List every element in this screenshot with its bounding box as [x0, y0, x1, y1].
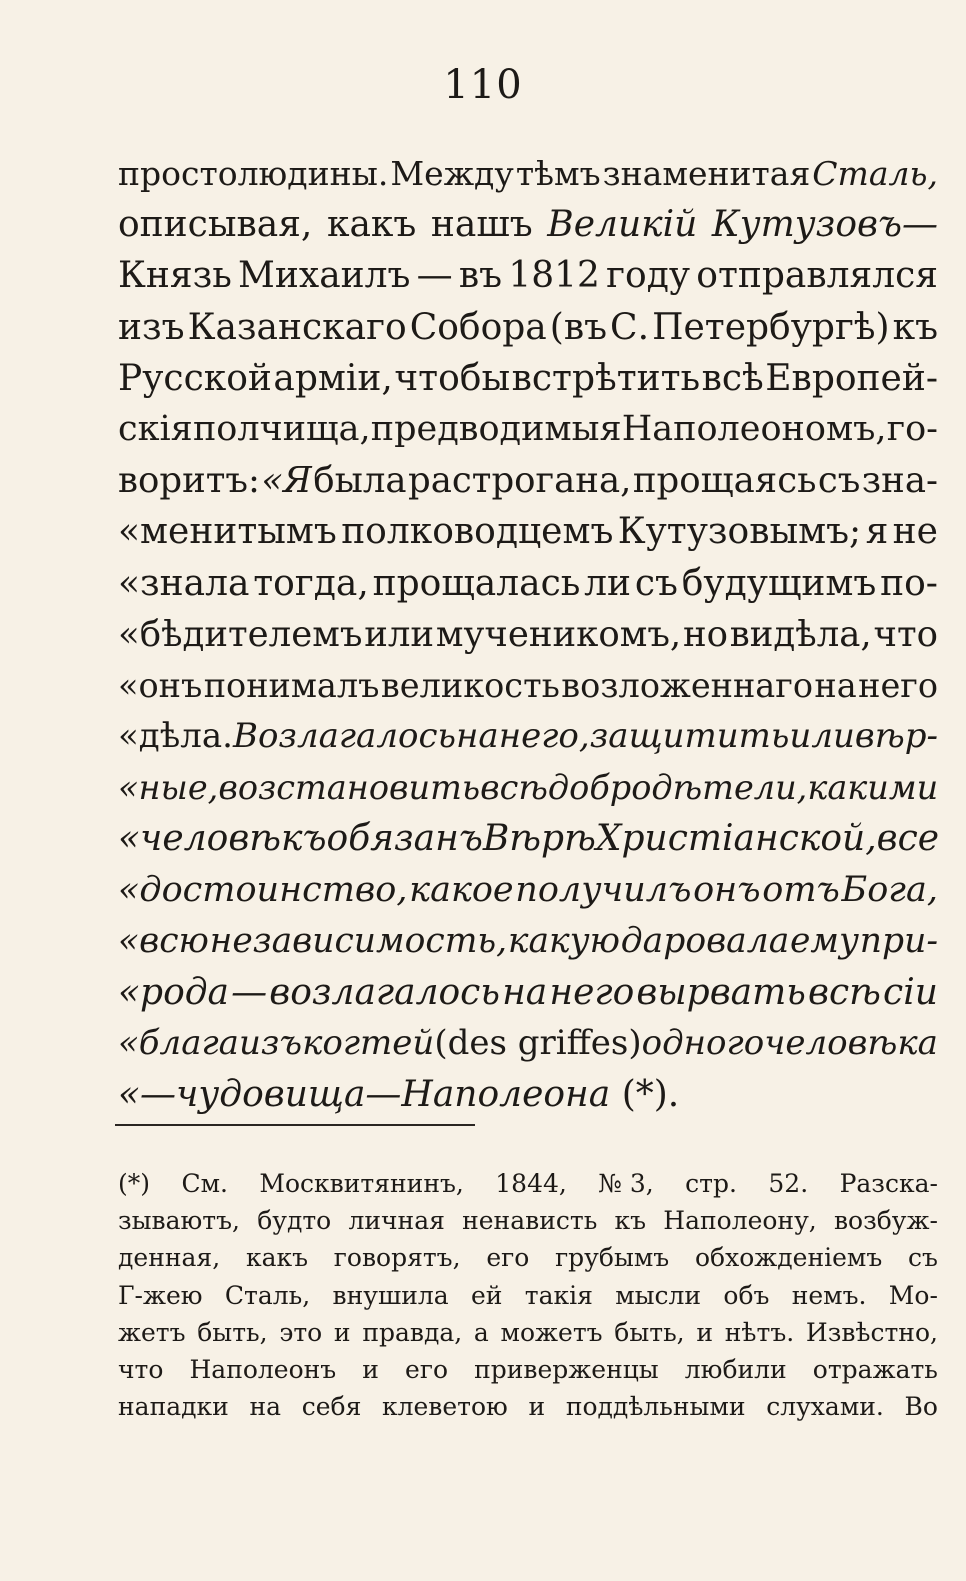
footnote-word: и	[696, 1317, 714, 1347]
text-line	[118, 609, 938, 660]
footnote-word: къ	[614, 1206, 647, 1236]
footnote-word: грубымъ	[555, 1243, 670, 1273]
word: на	[814, 665, 857, 705]
footnote-line	[118, 1239, 938, 1276]
word: «менитымъ	[118, 511, 337, 553]
footnote-word: Москвитянинъ,	[259, 1169, 464, 1198]
word: «человѣкъ	[118, 818, 327, 860]
footnote-word: Сталь,	[224, 1280, 311, 1310]
word: описывая,	[118, 204, 313, 246]
footnote-word: будто	[257, 1206, 332, 1236]
word: всѣ	[701, 357, 764, 399]
word: (des griffes)	[434, 1023, 642, 1064]
word: какое	[409, 869, 514, 910]
word: на	[456, 716, 499, 757]
footnote-line	[118, 1314, 938, 1351]
text-line	[118, 506, 938, 557]
word: къ	[892, 306, 938, 348]
word: онъ	[693, 869, 761, 910]
word: «ные,	[118, 768, 219, 808]
text-line	[118, 916, 938, 967]
text-line	[118, 1018, 938, 1069]
footnote-word: Разска-	[839, 1169, 938, 1198]
word: или	[789, 716, 855, 757]
word: или	[364, 613, 435, 655]
footnote-line	[118, 1351, 938, 1388]
text-line	[118, 404, 938, 455]
footnote-word: 1844,	[495, 1169, 567, 1198]
footnote-word: на	[249, 1392, 282, 1422]
word: защитить	[589, 716, 790, 757]
word: тѣмъ	[515, 154, 601, 193]
word: Великій	[547, 204, 698, 246]
word: прощалась	[372, 562, 581, 604]
word: го-	[886, 408, 938, 449]
word: —	[416, 255, 453, 297]
word: я	[865, 511, 889, 553]
footnote-word: приверженцы	[474, 1354, 659, 1384]
footnote-word: мысли	[615, 1280, 702, 1310]
word: понималъ	[203, 665, 380, 705]
word: простолюдины.	[118, 154, 389, 193]
footnote-word: См.	[181, 1169, 228, 1198]
word: какими	[807, 768, 939, 808]
footnote-word: возбуж-	[833, 1206, 938, 1236]
word: не	[892, 511, 938, 553]
word: Европей-	[765, 357, 938, 399]
footnote-word: какъ	[245, 1243, 308, 1273]
text-line	[118, 1069, 938, 1120]
word: какую	[507, 920, 621, 961]
word: —	[231, 972, 268, 1013]
footnote-word: Наполеону,	[663, 1206, 817, 1236]
word: Князь	[118, 255, 232, 297]
word: человѣка	[764, 1023, 938, 1064]
word: Между	[390, 154, 514, 193]
word: полководцемъ	[341, 511, 614, 553]
footnote-word: можетъ	[500, 1317, 603, 1347]
footnote-word: Извѣстно,	[805, 1317, 938, 1347]
word: при-	[859, 920, 938, 961]
text-line	[118, 967, 938, 1018]
word: «всю	[118, 920, 209, 961]
word: Кутузовымъ;	[617, 511, 862, 553]
word: видѣла,	[729, 613, 872, 655]
word: «рода	[118, 972, 230, 1013]
word: всѣ	[480, 768, 548, 808]
footnote-word: нападки	[118, 1392, 229, 1422]
footnote-word: № 3,	[598, 1169, 654, 1198]
word: году	[606, 255, 691, 297]
text-line	[118, 199, 938, 250]
word: «—чудовища—Наполеона	[118, 1074, 611, 1116]
word: встрѣтить	[511, 357, 701, 399]
word: Сталь,	[812, 154, 938, 193]
word: него	[858, 665, 938, 705]
footnote-word: внушила	[332, 1280, 449, 1310]
text-line	[118, 865, 938, 916]
word: Казанскаго	[187, 306, 407, 348]
word: него,	[498, 716, 590, 757]
word: С.	[610, 306, 650, 348]
footnote-word: зываютъ,	[118, 1206, 240, 1236]
word: тогда,	[253, 562, 369, 604]
word: предводимыя	[370, 408, 622, 449]
word: изъ	[238, 1023, 303, 1064]
word: ему	[790, 920, 860, 961]
text-line	[118, 302, 938, 353]
word: сіи	[883, 972, 938, 1013]
word: отъ	[762, 869, 840, 910]
word: когтей	[302, 1023, 435, 1064]
word: чтобы	[394, 357, 511, 399]
footnote-word: объ	[723, 1280, 770, 1310]
word: возстановить	[218, 768, 481, 808]
word: нашъ	[430, 204, 533, 246]
word: по-	[880, 562, 938, 604]
footnote-word: это	[279, 1317, 323, 1347]
word: мученикомъ,	[435, 613, 682, 655]
text-line	[118, 455, 938, 506]
word: Петербургѣ)	[652, 306, 890, 348]
text-line	[118, 660, 938, 711]
word: вырвать	[636, 972, 806, 1013]
footnote-word: съ	[908, 1243, 938, 1273]
footnote-word: немъ.	[791, 1280, 867, 1310]
word: одного	[641, 1023, 765, 1064]
word: отправлялся	[696, 255, 938, 297]
word: Вѣрѣ	[482, 818, 596, 860]
word: арміи,	[273, 357, 393, 399]
footnote-word: Наполеонъ	[189, 1354, 337, 1384]
footnote-word: и	[362, 1354, 379, 1384]
word: «Я	[261, 460, 312, 502]
text-line	[118, 250, 938, 301]
word: съ	[817, 460, 861, 502]
footnote-line	[118, 1165, 938, 1202]
footnote-word: (*)	[118, 1169, 151, 1198]
word: Русской	[118, 357, 272, 399]
footnote-word: его	[486, 1243, 530, 1273]
word: Михаилъ	[238, 255, 411, 297]
word: (въ	[549, 306, 608, 348]
word: прощаясь	[632, 460, 817, 502]
footnote-line	[118, 1388, 938, 1425]
word: Христіанской,	[595, 818, 877, 860]
footnote-divider	[115, 1124, 475, 1126]
text-line	[118, 813, 938, 864]
word: «блага	[118, 1023, 239, 1064]
footnote-line	[118, 1277, 938, 1314]
footnote-word: Мо-	[888, 1280, 938, 1310]
word: великость	[380, 665, 560, 705]
word: Кутузовъ—	[711, 204, 938, 246]
footnote	[118, 1165, 938, 1425]
text-line	[118, 353, 938, 404]
word: добродѣтели,	[547, 768, 808, 808]
word: но	[682, 613, 729, 655]
footnote-word: говорятъ,	[333, 1243, 461, 1273]
footnote-word: и	[528, 1392, 546, 1422]
footnote-word: обхожденіемъ	[695, 1243, 883, 1273]
word: воритъ:	[118, 460, 260, 502]
footnote-word: любили	[684, 1354, 787, 1384]
footnote-word: а	[473, 1317, 489, 1347]
footnote-word: Г-жею	[118, 1280, 203, 1310]
word: даровала	[620, 920, 790, 961]
word: независимость,	[209, 920, 508, 961]
word: всѣ	[808, 972, 881, 1013]
word: изъ	[118, 306, 185, 348]
word: скія	[118, 408, 193, 449]
footnote-word: ей	[470, 1280, 503, 1310]
footnote-word: ненависть	[462, 1206, 598, 1236]
text-line	[118, 558, 938, 609]
footnote-word: личная	[348, 1206, 445, 1236]
footnote-word: поддѣльными	[565, 1392, 746, 1422]
word: будущимъ	[681, 562, 877, 604]
word: обязанъ	[326, 818, 483, 860]
word: растрогана,	[408, 460, 632, 502]
word: вѣр-	[854, 716, 938, 757]
footnote-word: отражать	[812, 1354, 938, 1384]
footnote-word: денная,	[118, 1243, 221, 1273]
word: возложеннаго	[561, 665, 813, 705]
text-line	[118, 762, 938, 813]
word: ли	[584, 562, 632, 604]
word: что	[873, 613, 938, 655]
page-number: 110	[443, 62, 523, 108]
word: въ	[458, 255, 503, 297]
word: 1812	[508, 255, 600, 297]
footnote-word: нѣтъ.	[724, 1317, 795, 1347]
footnote-word: 52.	[768, 1169, 809, 1198]
footnote-word: Во	[904, 1392, 938, 1422]
word: возлагалось	[269, 972, 500, 1013]
word: все	[876, 818, 940, 860]
text-line	[118, 711, 938, 762]
word: «знала	[118, 562, 250, 604]
footnote-word: и	[333, 1317, 351, 1347]
word: Возлагалось	[232, 716, 456, 757]
word: (*).	[621, 1074, 680, 1116]
footnote-word: правда,	[362, 1317, 463, 1347]
footnote-word: себя	[301, 1392, 362, 1422]
footnote-word: жетъ	[118, 1317, 186, 1347]
text-line	[118, 148, 938, 199]
word: съ	[634, 562, 678, 604]
word: была	[313, 460, 407, 502]
footnote-word: быть,	[197, 1317, 268, 1347]
footnote-word: слухами.	[766, 1392, 884, 1422]
main-text	[118, 148, 938, 1121]
footnote-word: быть,	[614, 1317, 685, 1347]
word: зна-	[861, 460, 938, 502]
word: «онъ	[118, 665, 203, 705]
word: него	[549, 972, 635, 1013]
footnote-word: такія	[524, 1280, 593, 1310]
footnote-word: клеветою	[382, 1392, 508, 1422]
word: полчища,	[192, 408, 371, 449]
word: Наполеономъ,	[621, 408, 887, 449]
word: получилъ	[515, 869, 692, 910]
word: «достоинство,	[118, 869, 408, 910]
footnote-word: стр.	[685, 1169, 737, 1198]
word: «дѣла.	[118, 716, 233, 757]
footnote-word: его	[405, 1354, 448, 1384]
word: какъ	[326, 204, 417, 246]
word: на	[502, 972, 548, 1013]
word: Собора	[409, 306, 547, 348]
word: знаменитая	[602, 154, 811, 193]
word: «бѣдителемъ	[118, 613, 363, 655]
footnote-word: что	[118, 1354, 164, 1384]
word: Бога,	[841, 869, 938, 910]
footnote-line	[118, 1202, 938, 1239]
